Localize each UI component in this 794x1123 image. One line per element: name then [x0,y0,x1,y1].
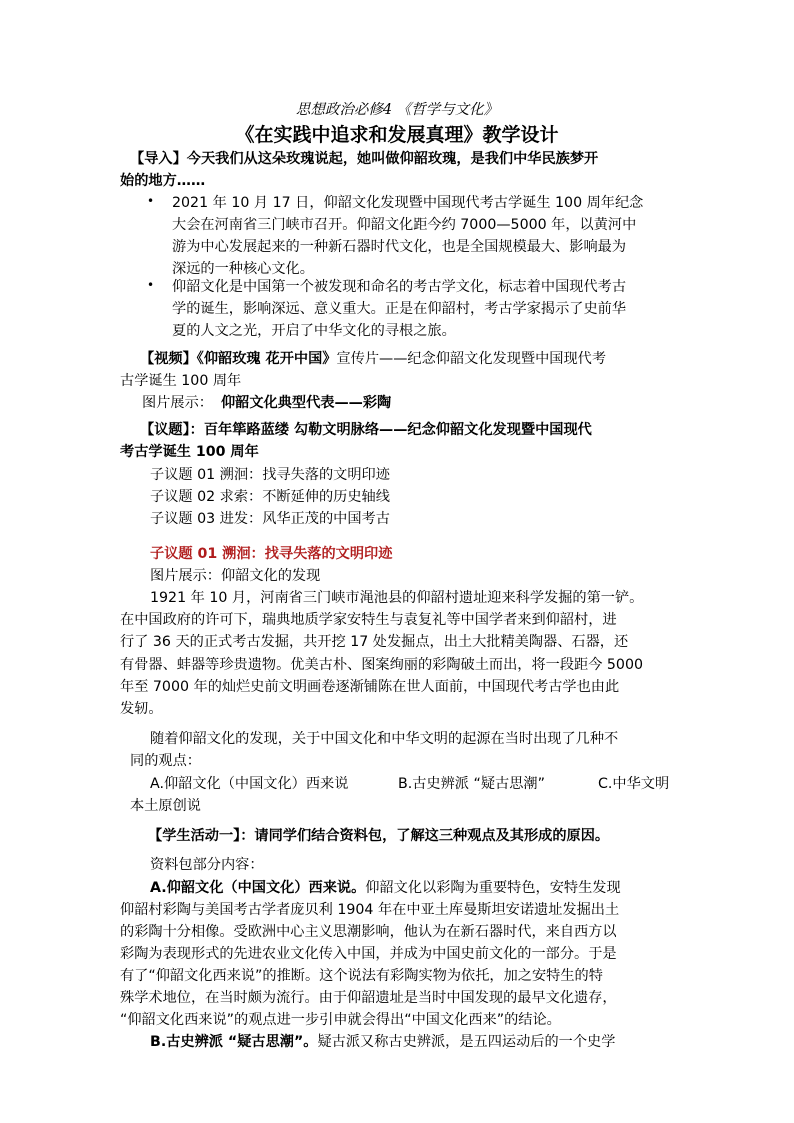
section-1-para-line: 行了 36 天的正式考古发掘，共开挖 17 处发掘点，出土大批精美陶器、石器，还 [120,634,629,650]
bullet-1-line-1: 2021 年 10 月 17 日，仰韶文化发现暨中国现代考古学诞生 100 周年纪念 [172,195,644,211]
views-line-2: 同的观点： [130,753,201,769]
materials-b-line [150,1032,615,1052]
bullet-2-line-1: 仰韶文化是中国第一个被发现和命名的考古学文化，标志着中国现代考古 [172,279,627,295]
video-label: 【视频】《仰韶玫瑰 花开中国》 [140,351,337,367]
video-line-1 [140,349,606,369]
views-line-1: 随着仰韶文化的发现，关于中国文化和中华文明的起源在当时出现了几种不 [150,731,619,747]
section-1-picture-line: 图片展示：仰韶文化的发现 [150,568,321,584]
materials-a-line: 殊学术地位，在当时颇为流行。由于仰韶遗址是当时中国发现的最早文化遗存， [120,990,617,1006]
bullet-1-line-3: 游为中心发展起来的一种新石器时代文化，也是全国规模最大、影响最为 [172,239,627,255]
intro-line-1: 【导入】今天我们从这朵玫瑰说起，她叫做仰韶玫瑰，是我们中华民族梦开 [130,151,599,167]
document-title: 《在实践中追求和发展真理》教学设计 [235,124,559,146]
materials-a-line-1 [150,878,621,898]
materials-a-line: 仰韶村彩陶与美国考古学者庞贝利 1904 年在中亚土库曼斯坦安诺遗址发掘出土 [120,902,620,918]
subtopic-item: 子议题 01 溯洄：找寻失落的文明印迹 [150,467,390,483]
materials-intro: 资料包部分内容： [150,857,264,873]
materials-a-line: 有了“仰韶文化西来说”的推断。这个说法有彩陶实物为依托，加之安特生的特 [120,968,603,984]
section-1-para-line: 在中国政府的许可下，瑞典地质学家安特生与袁复礼等中国学者来到仰韶村，进 [120,612,617,628]
picture-show-line [142,393,391,413]
materials-a-text: 仰韶文化以彩陶为重要特色，安特生发现 [365,880,621,896]
picture-show-label: 图片展示： [142,395,213,411]
bullet-2-line-3: 夏的人文之光，开启了中华文化的寻根之旅。 [172,323,456,339]
materials-a-line: “仰韶文化西来说”的观点进一步引申就会得出“中国文化西来”的结论。 [120,1012,561,1028]
section-1-para-line: 年至 7000 年的灿烂史前文明画卷逐渐铺陈在世人面前，中国现代考古学也由此 [120,679,620,695]
topic-line-2: 考古学诞生 100 周年 [120,444,259,460]
materials-a-line: 彩陶为表现形式的先进农业文化传入中国，并成为中国史前文化的一部分。于是 [120,946,617,962]
section-1-para-line: 发轫。 [120,701,163,717]
section-1-para-line: 1921 年 10 月，河南省三门峡市渑池县的仰韶村遗址迎来科学发掘的第一铲。 [150,590,644,606]
student-activity: 【学生活动一】：请同学们结合资料包，了解这三种观点及其形成的原因。 [148,828,610,844]
subtopic-item: 子议题 03 进发：风华正茂的中国考古 [150,511,390,527]
section-1-heading: 子议题 01 溯洄：找寻失落的文明印迹 [150,546,393,562]
materials-a-line: 的彩陶十分相像。受欧洲中心主义思潮影响，他认为在新石器时代，来自西方以 [120,924,617,940]
topic-line-1: 【议题】：百年筚路蓝缕 勾勒文明脉络——纪念仰韶文化发现暨中国现代 [140,422,592,438]
option-c: C.中华文明 [598,776,670,792]
video-line-2: 古学诞生 100 周年 [120,373,242,389]
intro-line-2: 始的地方…… [120,173,206,189]
subtopic-item: 子议题 02 求索：不断延伸的历史轴线 [150,489,390,505]
bullet-marker: • [147,194,155,208]
option-b: B.古史辨派 “疑古思潮” [398,776,545,792]
option-c-continued: 本土原创说 [130,798,201,814]
bullet-marker: • [147,278,155,292]
materials-b-text: 疑古派又称古史辨派，是五四运动后的一个史学 [317,1034,616,1050]
document-subtitle: 思想政治必修4 《哲学与文化》 [295,102,499,118]
bullet-1-line-2: 大会在河南省三门峡市召开。仰韶文化距今约 7000—5000 年，以黄河中 [172,217,637,233]
picture-show-text: 仰韶文化典型代表——彩陶 [220,395,392,411]
bullet-2-line-2: 学的诞生，影响深远、意义重大。正是在仰韶村，考古学家揭示了史前华 [172,301,627,317]
bullet-1-line-4: 深远的一种核心文化。 [172,261,314,277]
video-description: 宣传片——纪念仰韶文化发现暨中国现代考 [336,351,607,367]
materials-a-heading: A.仰韶文化（中国文化）西来说。 [150,880,366,896]
option-a: A.仰韶文化（中国文化）西来说 [150,776,349,792]
materials-b-heading: B.古史辨派 “疑古思潮”。 [150,1034,318,1050]
section-1-para-line: 有骨器、蚌器等珍贵遗物。优美古朴、图案绚丽的彩陶破土而出，将一段距今 5000 [120,657,643,673]
